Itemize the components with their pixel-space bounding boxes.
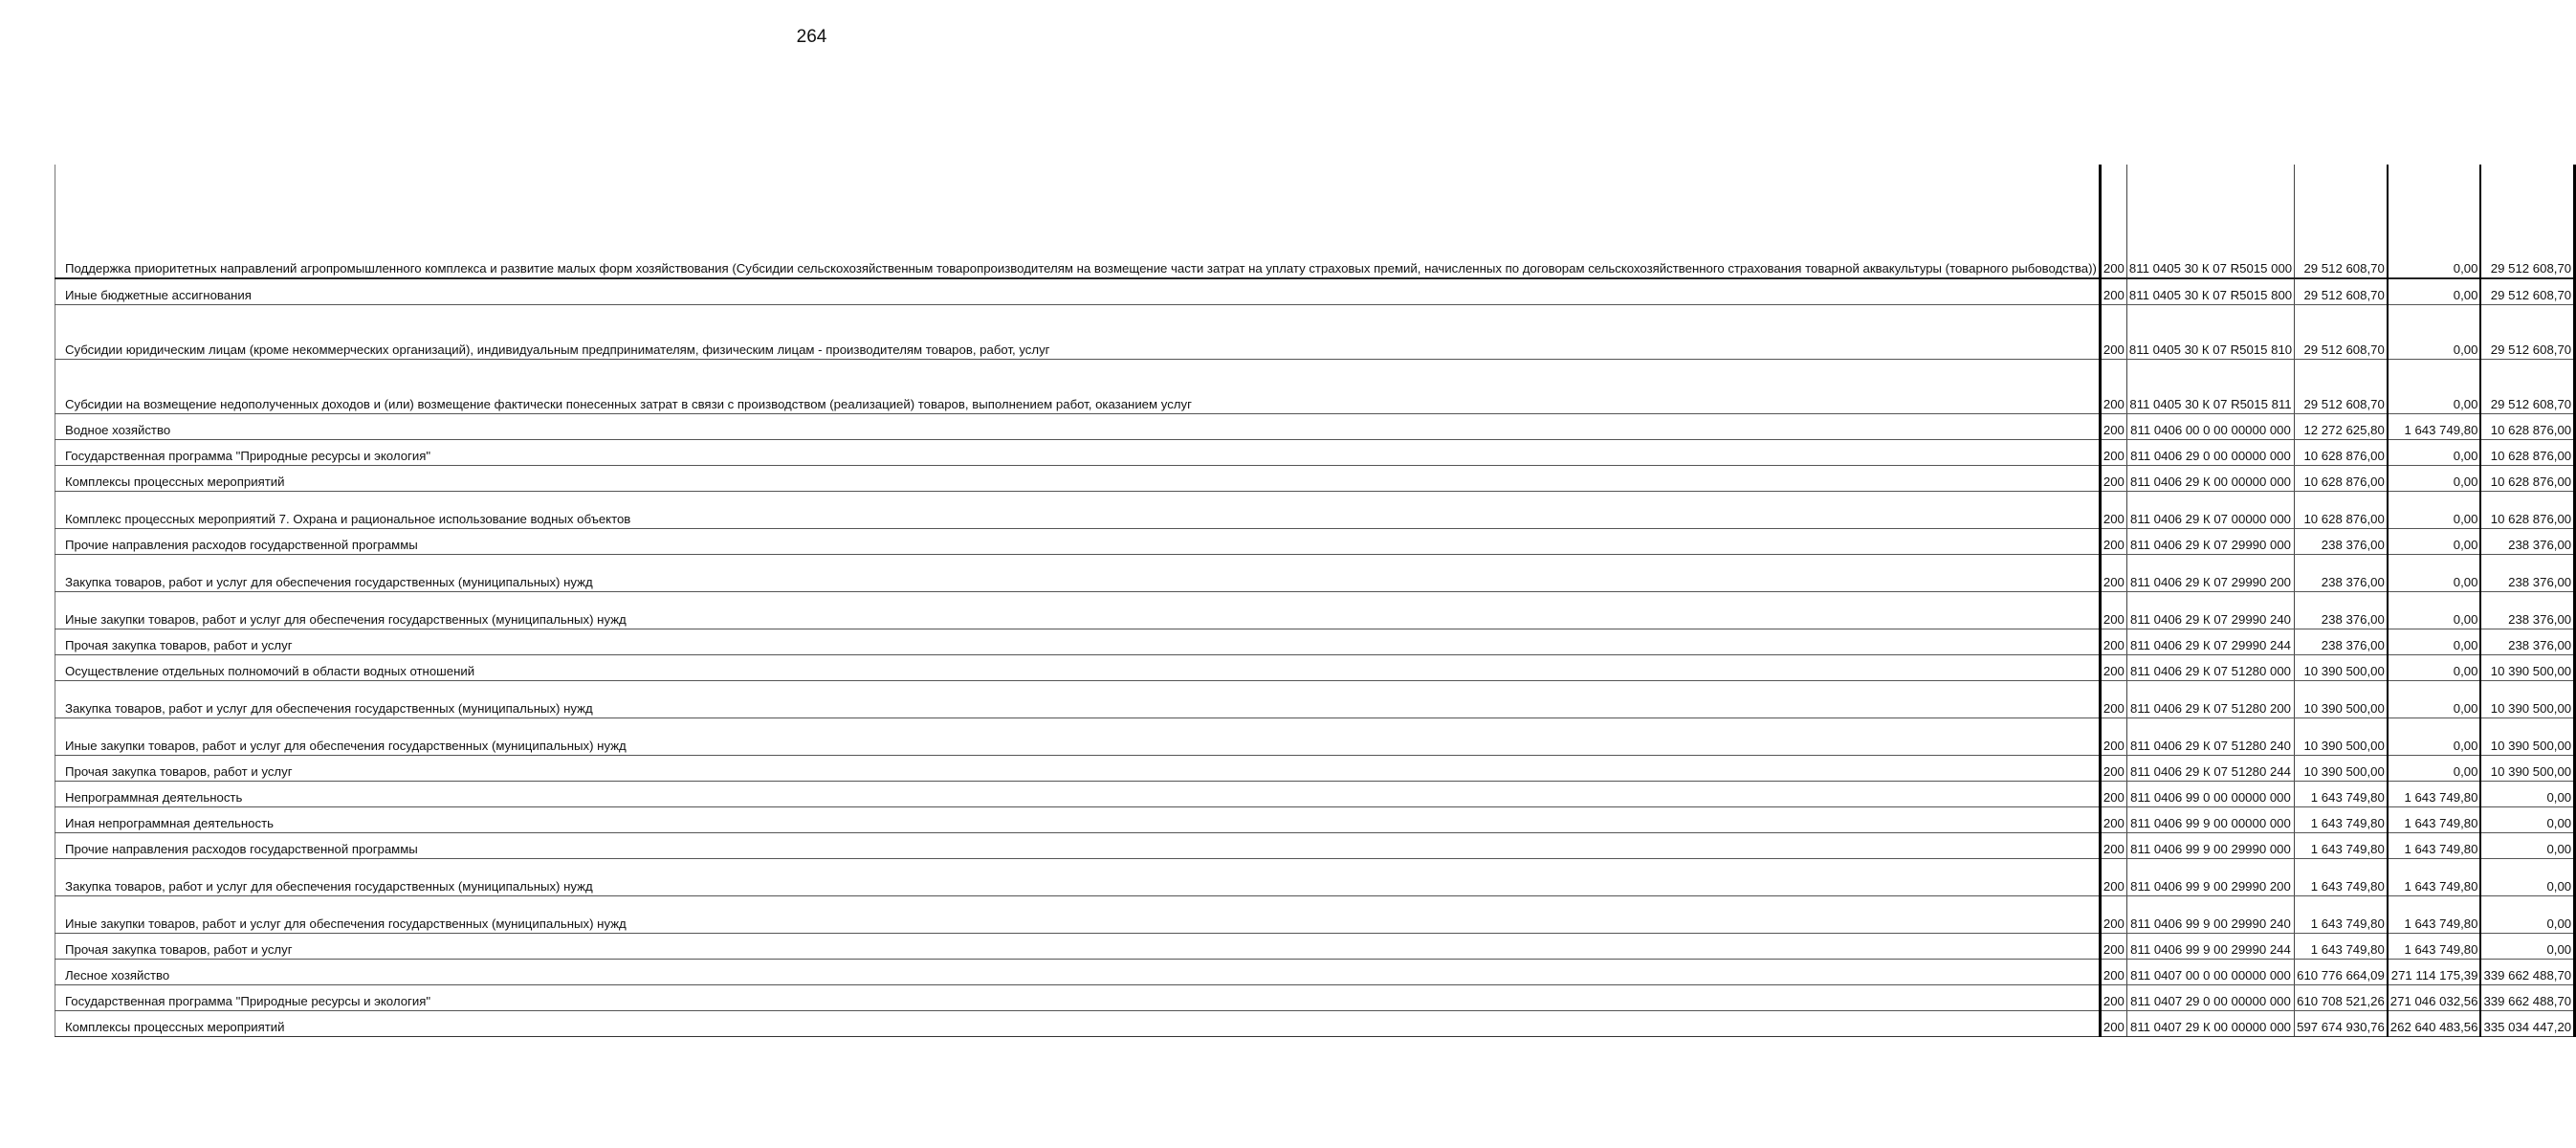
row-admin-code: 200 — [2100, 756, 2126, 782]
table-row — [55, 629, 2575, 655]
row-executed-amount: 0,00 — [2388, 629, 2481, 655]
table-row — [55, 555, 2575, 592]
row-remaining-amount: 339 662 488,70 — [2480, 960, 2574, 985]
row-name-text: Комплексы процессных мероприятий — [65, 1020, 285, 1034]
row-name-text: Закупка товаров, работ и услуг для обеспечения государственных (муниципальных) нужд — [65, 575, 593, 589]
row-name — [55, 960, 2101, 985]
budget-table — [55, 165, 2576, 1037]
row-remaining-amount: 10 628 876,00 — [2480, 440, 2574, 466]
row-approved-amount: 1 643 749,80 — [2295, 934, 2388, 960]
row-executed-amount: 0,00 — [2388, 360, 2481, 414]
row-executed-amount: 1 643 749,80 — [2388, 414, 2481, 440]
row-remaining-amount: 238 376,00 — [2480, 592, 2574, 629]
table-row — [55, 718, 2575, 756]
row-executed-amount: 0,00 — [2388, 756, 2481, 782]
row-classification-code: 811 0406 29 0 00 00000 000 — [2126, 440, 2294, 466]
row-name-text: Государственная программа "Природные ресурсы и экология" — [65, 449, 431, 463]
row-executed-amount: 1 643 749,80 — [2388, 896, 2481, 934]
row-name — [55, 782, 2101, 807]
row-remaining-amount: 10 628 876,00 — [2480, 492, 2574, 529]
row-name — [55, 592, 2101, 629]
row-name-text: Иные бюджетные ассигнования — [65, 288, 252, 302]
row-approved-amount: 10 628 876,00 — [2295, 466, 2388, 492]
row-approved-amount: 29 512 608,70 — [2295, 305, 2388, 360]
row-name — [55, 466, 2101, 492]
row-admin-code: 200 — [2100, 466, 2126, 492]
row-admin-code: 200 — [2100, 1011, 2126, 1037]
row-admin-code: 200 — [2100, 629, 2126, 655]
row-approved-amount: 1 643 749,80 — [2295, 782, 2388, 807]
row-name — [55, 681, 2101, 718]
row-admin-code: 200 — [2100, 278, 2126, 305]
row-classification-code: 811 0406 99 9 00 29990 200 — [2126, 859, 2294, 896]
row-executed-amount: 0,00 — [2388, 655, 2481, 681]
row-name — [55, 934, 2101, 960]
row-name-text: Комплекс процессных мероприятий 7. Охрана и рациональное использование водных объектов — [65, 512, 631, 526]
row-executed-amount: 0,00 — [2388, 681, 2481, 718]
row-name-text: Прочая закупка товаров, работ и услуг — [65, 942, 293, 957]
table-row — [55, 1011, 2575, 1037]
row-classification-code: 811 0407 29 К 00 00000 000 — [2126, 1011, 2294, 1037]
row-admin-code: 200 — [2100, 985, 2126, 1011]
row-executed-amount: 0,00 — [2388, 529, 2481, 555]
row-admin-code: 200 — [2100, 165, 2126, 278]
row-approved-amount: 238 376,00 — [2295, 629, 2388, 655]
row-admin-code: 200 — [2100, 960, 2126, 985]
row-name-text: Иные закупки товаров, работ и услуг для обеспечения государственных (муниципальных) нужд — [65, 612, 627, 627]
row-classification-code: 811 0406 99 9 00 29990 240 — [2126, 896, 2294, 934]
row-name — [55, 492, 2101, 529]
row-classification-code: 811 0406 99 9 00 29990 000 — [2126, 833, 2294, 859]
row-classification-code: 811 0407 00 0 00 00000 000 — [2126, 960, 2294, 985]
row-name-text: Лесное хозяйство — [65, 968, 170, 982]
row-name — [55, 896, 2101, 934]
row-approved-amount: 29 512 608,70 — [2295, 278, 2388, 305]
row-remaining-amount: 10 628 876,00 — [2480, 414, 2574, 440]
row-name-text: Субсидии на возмещение недополученных доходов и (или) возмещение фактически понесенных затрат в связи с производством (реализацией) товаров, выполнением работ, оказанием услуг — [65, 397, 1192, 411]
row-name — [55, 833, 2101, 859]
row-admin-code: 200 — [2100, 807, 2126, 833]
row-executed-amount: 1 643 749,80 — [2388, 934, 2481, 960]
row-remaining-amount: 10 390 500,00 — [2480, 681, 2574, 718]
row-name — [55, 756, 2101, 782]
row-name-text: Иная непрограммная деятельность — [65, 816, 275, 830]
row-name — [55, 807, 2101, 833]
table-row — [55, 165, 2575, 278]
row-approved-amount: 610 708 521,26 — [2295, 985, 2388, 1011]
row-approved-amount: 597 674 930,76 — [2295, 1011, 2388, 1037]
row-executed-amount: 1 643 749,80 — [2388, 833, 2481, 859]
row-classification-code: 811 0405 30 К 07 R5015 000 — [2126, 165, 2294, 278]
table-row — [55, 466, 2575, 492]
row-name-text: Прочие направления расходов государственной программы — [65, 842, 418, 856]
row-approved-amount: 1 643 749,80 — [2295, 896, 2388, 934]
row-remaining-amount: 29 512 608,70 — [2480, 305, 2574, 360]
row-remaining-amount: 10 628 876,00 — [2480, 466, 2574, 492]
row-executed-amount: 262 640 483,56 — [2388, 1011, 2481, 1037]
table-row — [55, 756, 2575, 782]
row-classification-code: 811 0406 29 К 07 29990 000 — [2126, 529, 2294, 555]
table-row — [55, 360, 2575, 414]
row-classification-code: 811 0405 30 К 07 R5015 811 — [2126, 360, 2294, 414]
row-name — [55, 165, 2101, 278]
row-approved-amount: 238 376,00 — [2295, 529, 2388, 555]
row-name-text: Осуществление отдельных полномочий в области водных отношений — [65, 664, 475, 678]
table-row — [55, 896, 2575, 934]
row-classification-code: 811 0406 29 К 07 51280 200 — [2126, 681, 2294, 718]
row-name-text: Закупка товаров, работ и услуг для обеспечения государственных (муниципальных) нужд — [65, 701, 593, 716]
row-name-text: Закупка товаров, работ и услуг для обеспечения государственных (муниципальных) нужд — [65, 879, 593, 894]
row-name — [55, 414, 2101, 440]
row-approved-amount: 610 776 664,09 — [2295, 960, 2388, 985]
row-name — [55, 629, 2101, 655]
row-executed-amount: 0,00 — [2388, 592, 2481, 629]
row-executed-amount: 0,00 — [2388, 718, 2481, 756]
row-classification-code: 811 0406 99 9 00 29990 244 — [2126, 934, 2294, 960]
table-row — [55, 655, 2575, 681]
row-admin-code: 200 — [2100, 896, 2126, 934]
row-name — [55, 305, 2101, 360]
row-name — [55, 278, 2101, 305]
row-classification-code: 811 0406 29 К 07 00000 000 — [2126, 492, 2294, 529]
row-admin-code: 200 — [2100, 414, 2126, 440]
row-admin-code: 200 — [2100, 592, 2126, 629]
row-name-text: Прочая закупка товаров, работ и услуг — [65, 638, 293, 652]
row-executed-amount: 0,00 — [2388, 305, 2481, 360]
row-approved-amount: 10 390 500,00 — [2295, 718, 2388, 756]
row-executed-amount: 1 643 749,80 — [2388, 859, 2481, 896]
row-approved-amount: 12 272 625,80 — [2295, 414, 2388, 440]
row-classification-code: 811 0406 99 9 00 00000 000 — [2126, 807, 2294, 833]
row-name — [55, 859, 2101, 896]
row-name-text: Прочие направления расходов государственной программы — [65, 538, 418, 552]
row-approved-amount: 29 512 608,70 — [2295, 360, 2388, 414]
row-remaining-amount: 0,00 — [2480, 782, 2574, 807]
row-executed-amount: 0,00 — [2388, 555, 2481, 592]
row-name — [55, 529, 2101, 555]
table-row — [55, 529, 2575, 555]
row-classification-code: 811 0406 29 К 07 51280 000 — [2126, 655, 2294, 681]
table-row — [55, 440, 2575, 466]
row-remaining-amount: 339 662 488,70 — [2480, 985, 2574, 1011]
row-executed-amount: 271 046 032,56 — [2388, 985, 2481, 1011]
row-admin-code: 200 — [2100, 555, 2126, 592]
row-approved-amount: 10 628 876,00 — [2295, 440, 2388, 466]
row-name-text: Комплексы процессных мероприятий — [65, 475, 285, 489]
row-admin-code: 200 — [2100, 681, 2126, 718]
row-executed-amount: 271 114 175,39 — [2388, 960, 2481, 985]
table-row — [55, 960, 2575, 985]
row-name-text: Иные закупки товаров, работ и услуг для обеспечения государственных (муниципальных) нужд — [65, 739, 627, 753]
row-approved-amount: 10 390 500,00 — [2295, 655, 2388, 681]
table-row — [55, 414, 2575, 440]
row-executed-amount: 0,00 — [2388, 165, 2481, 278]
row-remaining-amount: 10 390 500,00 — [2480, 718, 2574, 756]
row-approved-amount: 1 643 749,80 — [2295, 859, 2388, 896]
row-classification-code: 811 0405 30 К 07 R5015 810 — [2126, 305, 2294, 360]
table-row — [55, 859, 2575, 896]
table-row — [55, 782, 2575, 807]
row-name — [55, 1011, 2101, 1037]
row-classification-code: 811 0407 29 0 00 00000 000 — [2126, 985, 2294, 1011]
row-approved-amount: 29 512 608,70 — [2295, 165, 2388, 278]
row-approved-amount: 1 643 749,80 — [2295, 833, 2388, 859]
row-name — [55, 440, 2101, 466]
row-classification-code: 811 0406 99 0 00 00000 000 — [2126, 782, 2294, 807]
row-remaining-amount: 0,00 — [2480, 934, 2574, 960]
table-row — [55, 492, 2575, 529]
row-admin-code: 200 — [2100, 782, 2126, 807]
row-executed-amount: 1 643 749,80 — [2388, 807, 2481, 833]
row-name-text: Непрограммная деятельность — [65, 790, 243, 805]
table-row — [55, 833, 2575, 859]
row-approved-amount: 238 376,00 — [2295, 592, 2388, 629]
row-admin-code: 200 — [2100, 305, 2126, 360]
row-executed-amount: 0,00 — [2388, 440, 2481, 466]
table-row — [55, 681, 2575, 718]
table-row — [55, 934, 2575, 960]
row-name — [55, 555, 2101, 592]
row-remaining-amount: 29 512 608,70 — [2480, 165, 2574, 278]
row-executed-amount: 1 643 749,80 — [2388, 782, 2481, 807]
row-admin-code: 200 — [2100, 934, 2126, 960]
table-row — [55, 985, 2575, 1011]
row-approved-amount: 1 643 749,80 — [2295, 807, 2388, 833]
row-approved-amount: 10 628 876,00 — [2295, 492, 2388, 529]
row-remaining-amount: 0,00 — [2480, 859, 2574, 896]
row-admin-code: 200 — [2100, 655, 2126, 681]
row-classification-code: 811 0406 29 К 07 29990 240 — [2126, 592, 2294, 629]
row-approved-amount: 10 390 500,00 — [2295, 756, 2388, 782]
row-classification-code: 811 0406 29 К 07 51280 244 — [2126, 756, 2294, 782]
table-row — [55, 807, 2575, 833]
row-name-text: Водное хозяйство — [65, 423, 171, 437]
row-name-text: Государственная программа "Природные ресурсы и экология" — [65, 994, 431, 1008]
table-row — [55, 305, 2575, 360]
row-admin-code: 200 — [2100, 859, 2126, 896]
row-admin-code: 200 — [2100, 833, 2126, 859]
row-name-text: Прочая закупка товаров, работ и услуг — [65, 764, 293, 779]
row-remaining-amount: 238 376,00 — [2480, 529, 2574, 555]
row-admin-code: 200 — [2100, 718, 2126, 756]
row-classification-code: 811 0406 29 К 00 00000 000 — [2126, 466, 2294, 492]
row-classification-code: 811 0406 00 0 00 00000 000 — [2126, 414, 2294, 440]
row-admin-code: 200 — [2100, 360, 2126, 414]
row-name-text: Поддержка приоритетных направлений агропромышленного комплекса и развитие малых форм хозяйствования (Субсидии сельскохозяйственным товаропроизводителям на возмещение части затрат на уплату страховых премий, начисленных по договорам сельскохозяйственного страхования товарной аквакультуры (товарного рыбоводства)) — [65, 261, 2097, 276]
row-name-text: Субсидии юридическим лицам (кроме некоммерческих организаций), индивидуальным предпринимателям, физическим лицам - производителям товаров, работ, услуг — [65, 342, 1050, 357]
row-remaining-amount: 238 376,00 — [2480, 629, 2574, 655]
row-admin-code: 200 — [2100, 440, 2126, 466]
row-name — [55, 718, 2101, 756]
row-remaining-amount: 0,00 — [2480, 807, 2574, 833]
row-remaining-amount: 29 512 608,70 — [2480, 278, 2574, 305]
row-approved-amount: 10 390 500,00 — [2295, 681, 2388, 718]
table-row — [55, 278, 2575, 305]
row-remaining-amount: 0,00 — [2480, 896, 2574, 934]
table-row — [55, 592, 2575, 629]
row-remaining-amount: 10 390 500,00 — [2480, 756, 2574, 782]
row-classification-code: 811 0406 29 К 07 51280 240 — [2126, 718, 2294, 756]
row-name — [55, 360, 2101, 414]
row-admin-code: 200 — [2100, 492, 2126, 529]
row-remaining-amount: 335 034 447,20 — [2480, 1011, 2574, 1037]
row-approved-amount: 238 376,00 — [2295, 555, 2388, 592]
row-classification-code: 811 0406 29 К 07 29990 244 — [2126, 629, 2294, 655]
row-name — [55, 985, 2101, 1011]
row-classification-code: 811 0405 30 К 07 R5015 800 — [2126, 278, 2294, 305]
row-remaining-amount: 238 376,00 — [2480, 555, 2574, 592]
row-classification-code: 811 0406 29 К 07 29990 200 — [2126, 555, 2294, 592]
row-remaining-amount: 10 390 500,00 — [2480, 655, 2574, 681]
row-executed-amount: 0,00 — [2388, 492, 2481, 529]
row-remaining-amount: 29 512 608,70 — [2480, 360, 2574, 414]
row-name — [55, 655, 2101, 681]
row-remaining-amount: 0,00 — [2480, 833, 2574, 859]
row-name-text: Иные закупки товаров, работ и услуг для обеспечения государственных (муниципальных) нужд — [65, 916, 627, 931]
row-executed-amount: 0,00 — [2388, 466, 2481, 492]
row-admin-code: 200 — [2100, 529, 2126, 555]
page-number: 264 — [796, 27, 827, 47]
row-executed-amount: 0,00 — [2388, 278, 2481, 305]
